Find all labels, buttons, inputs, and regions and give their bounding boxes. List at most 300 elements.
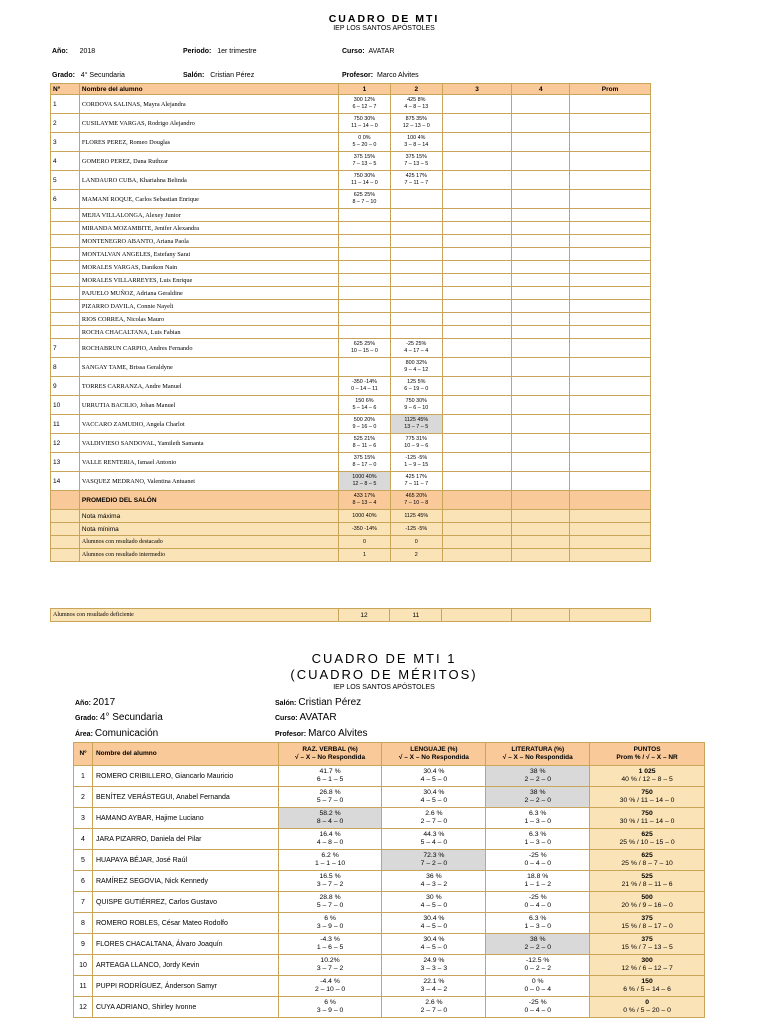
table-row bbox=[51, 133, 651, 152]
empty-cell bbox=[442, 287, 512, 300]
score-value: 625 25% bbox=[353, 192, 376, 198]
doc1-periodo: Periodo: 1er trimestre bbox=[183, 48, 257, 55]
score-cell bbox=[278, 787, 382, 808]
empty-cell bbox=[442, 248, 512, 261]
score-detail: 9 – 16 – 0 bbox=[352, 424, 377, 430]
score-value: 6.3 % bbox=[529, 830, 547, 838]
score-value: 72.3 % bbox=[423, 851, 445, 859]
student-name: MAMANI ROQUE, Carlos Sebastian Enrique bbox=[79, 190, 338, 209]
score-value: 38 % bbox=[530, 767, 546, 775]
table-row bbox=[74, 934, 705, 955]
score-cell bbox=[278, 892, 382, 913]
score-value: 10.2% bbox=[320, 956, 340, 964]
row-number: 2 bbox=[51, 114, 80, 133]
header-2: 2 bbox=[390, 84, 442, 95]
score-detail: 1 – 9 – 15 bbox=[404, 462, 429, 468]
empty-cell bbox=[442, 472, 512, 491]
empty-cell bbox=[570, 274, 651, 287]
score-value: 24.9 % bbox=[423, 956, 445, 964]
empty-cell bbox=[442, 396, 512, 415]
empty-cell bbox=[512, 377, 570, 396]
score-value: 425 17% bbox=[405, 474, 427, 480]
empty-cell bbox=[512, 190, 570, 209]
empty-cell bbox=[442, 209, 512, 222]
score-value: 625 bbox=[641, 830, 653, 838]
table-row bbox=[74, 787, 705, 808]
empty-cell bbox=[442, 434, 512, 453]
score-cell bbox=[339, 235, 391, 248]
intermedio-label: Alumnos con resultado intermedio bbox=[79, 549, 338, 562]
score-detail: 1 – 3 – 0 bbox=[524, 839, 551, 846]
empty-cell bbox=[512, 248, 570, 261]
row-number: 12 bbox=[51, 434, 80, 453]
empty-cell bbox=[570, 171, 651, 190]
score-value: 38 % bbox=[530, 935, 546, 943]
deficiente-label: Alumnos con resultado deficiente bbox=[51, 609, 339, 622]
score-detail: 2 – 2 – 0 bbox=[524, 776, 551, 783]
score-detail: 3 – 9 – 0 bbox=[316, 923, 344, 930]
header-1: 1 bbox=[339, 84, 391, 95]
score-cell bbox=[486, 850, 590, 871]
table-row bbox=[74, 892, 705, 913]
empty-cell bbox=[512, 95, 570, 114]
table-row bbox=[74, 955, 705, 976]
row-number: 5 bbox=[74, 850, 93, 871]
score-cell bbox=[486, 829, 590, 850]
score-value: 0 bbox=[645, 998, 649, 1006]
score-detail: 20 % / 9 – 16 – 0 bbox=[621, 902, 673, 909]
score-detail: 7 – 13 – 5 bbox=[352, 161, 377, 167]
row-number: 12 bbox=[74, 997, 93, 1018]
score-detail: 7 – 2 – 0 bbox=[420, 860, 448, 867]
score-value: 2.6 % bbox=[425, 809, 443, 817]
empty-cell bbox=[512, 396, 570, 415]
score-cell bbox=[278, 934, 382, 955]
score-value: 26.8 % bbox=[319, 788, 341, 796]
doc2-header-le: LENGUAJE (%) √ – X – No Respondida bbox=[382, 743, 486, 766]
score-cell bbox=[382, 766, 486, 787]
score-detail: 12 – 13 – 0 bbox=[402, 123, 430, 129]
row-number: 1 bbox=[74, 766, 93, 787]
score-cell bbox=[339, 415, 391, 434]
score-cell bbox=[486, 934, 590, 955]
student-name: HAMANO AYBAR, Hajime Luciano bbox=[92, 808, 278, 829]
score-detail: 4 – 5 – 0 bbox=[420, 944, 448, 951]
score-detail: 2 – 2 – 0 bbox=[524, 944, 551, 951]
empty-cell bbox=[442, 377, 512, 396]
score-value: 6.3 % bbox=[529, 809, 547, 817]
table-row bbox=[51, 300, 651, 313]
empty-cell bbox=[570, 415, 651, 434]
points-cell bbox=[590, 976, 705, 997]
score-detail: 4 – 5 – 0 bbox=[420, 902, 448, 909]
score-cell bbox=[382, 871, 486, 892]
points-cell bbox=[590, 787, 705, 808]
score-value: 750 bbox=[641, 809, 653, 817]
score-value: 750 30% bbox=[353, 173, 376, 179]
score-value: 0 0% bbox=[358, 135, 371, 141]
row-number: 10 bbox=[74, 955, 93, 976]
score-value: 375 15% bbox=[405, 154, 427, 160]
score-cell bbox=[390, 339, 442, 358]
table-row bbox=[51, 222, 651, 235]
student-name: CORDOVA SALINAS, Mayra Alejandra bbox=[79, 95, 338, 114]
empty-cell bbox=[442, 326, 512, 339]
score-detail: 7 – 11 – 7 bbox=[404, 180, 429, 186]
empty-cell bbox=[570, 358, 651, 377]
score-detail: 2 – 7 – 0 bbox=[420, 1007, 448, 1014]
score-detail: 8 – 11 – 6 bbox=[352, 443, 377, 449]
score-detail: 4 – 3 – 2 bbox=[420, 881, 448, 888]
score-cell bbox=[382, 913, 486, 934]
nota-max-row bbox=[51, 510, 651, 523]
row-number: 4 bbox=[51, 152, 80, 171]
score-value: 750 30% bbox=[353, 116, 376, 122]
score-detail: 7 – 13 – 5 bbox=[404, 161, 429, 167]
empty-cell bbox=[570, 287, 651, 300]
empty-cell bbox=[512, 313, 570, 326]
score-value: 6.3 % bbox=[529, 914, 547, 922]
score-detail: 3 – 4 – 2 bbox=[420, 986, 448, 993]
score-value: 375 bbox=[641, 935, 653, 943]
row-number: 10 bbox=[51, 396, 80, 415]
points-cell bbox=[590, 850, 705, 871]
score-value: 30.4 % bbox=[423, 914, 445, 922]
student-name: SANGAY TAME, Brissa Geraldyne bbox=[79, 358, 338, 377]
empty-cell bbox=[442, 261, 512, 274]
score-cell bbox=[339, 377, 391, 396]
score-detail: 5 – 7 – 0 bbox=[316, 902, 344, 909]
score-cell bbox=[486, 871, 590, 892]
row-number bbox=[51, 300, 80, 313]
student-name: FLORES PEREZ, Romeo Douglas bbox=[79, 133, 338, 152]
empty-cell bbox=[512, 235, 570, 248]
score-value: 525 bbox=[641, 872, 653, 880]
empty-cell bbox=[570, 222, 651, 235]
doc2-area: Área: Comunicación bbox=[75, 728, 159, 739]
student-name: BENÍTEZ VERÁSTEGUI, Anabel Fernanda bbox=[92, 787, 278, 808]
empty-cell bbox=[512, 171, 570, 190]
score-cell bbox=[382, 997, 486, 1018]
score-value: 30 % bbox=[426, 893, 442, 901]
score-cell bbox=[486, 892, 590, 913]
score-detail: 15 % / 8 – 17 – 0 bbox=[621, 923, 673, 930]
empty-cell bbox=[570, 133, 651, 152]
doc1-title: CUADRO DE MTI bbox=[328, 13, 440, 25]
empty-cell bbox=[512, 152, 570, 171]
score-cell bbox=[390, 300, 442, 313]
row-number bbox=[51, 209, 80, 222]
score-value: 100 4% bbox=[407, 135, 426, 141]
score-cell bbox=[278, 808, 382, 829]
score-detail: 30 % / 11 – 14 – 0 bbox=[619, 797, 675, 804]
student-name: QUISPE GUTIÉRREZ, Carlos Gustavo bbox=[92, 892, 278, 913]
empty-cell bbox=[442, 133, 512, 152]
score-cell bbox=[339, 133, 391, 152]
doc2-salon: Salón: Cristian Pérez bbox=[275, 697, 362, 708]
empty-cell bbox=[570, 453, 651, 472]
doc2-school: IEP LOS SANTOS APÓSTOLES bbox=[333, 684, 435, 691]
empty-cell bbox=[512, 222, 570, 235]
score-value: 500 20% bbox=[353, 417, 376, 423]
empty-cell bbox=[512, 300, 570, 313]
row-number: 9 bbox=[74, 934, 93, 955]
score-value: 6.2 % bbox=[321, 851, 339, 859]
score-detail: 30 % / 11 – 14 – 0 bbox=[619, 818, 675, 825]
student-name: VALDIVIESO SANDOVAL, Yamileth Samanta bbox=[79, 434, 338, 453]
score-detail: 9 – 6 – 10 bbox=[404, 405, 429, 411]
row-number: 6 bbox=[74, 871, 93, 892]
doc1-curso: Curso: AVATAR bbox=[342, 48, 395, 55]
empty-cell bbox=[512, 434, 570, 453]
score-cell bbox=[486, 787, 590, 808]
score-detail: 5 – 4 – 0 bbox=[420, 839, 448, 846]
table-row bbox=[51, 339, 651, 358]
row-number: 1 bbox=[51, 95, 80, 114]
score-cell bbox=[339, 190, 391, 209]
score-value: -4.3 % bbox=[320, 935, 340, 943]
points-cell bbox=[590, 934, 705, 955]
score-cell bbox=[278, 913, 382, 934]
score-cell bbox=[390, 95, 442, 114]
student-name: HUAPAYA BÉJAR, José Raúl bbox=[92, 850, 278, 871]
score-value: 375 15% bbox=[353, 154, 376, 160]
empty-cell bbox=[570, 261, 651, 274]
score-detail: 1 – 1 – 2 bbox=[524, 881, 551, 888]
student-name: ROMERO ROBLES, César Mateo Rodolfo bbox=[92, 913, 278, 934]
deficiente-c2: 11 bbox=[390, 609, 442, 622]
score-detail: 40 % / 12 – 8 – 5 bbox=[621, 776, 673, 783]
score-cell bbox=[278, 997, 382, 1018]
row-number bbox=[51, 326, 80, 339]
score-cell bbox=[339, 396, 391, 415]
student-name: LANDAURO CUBA, Khariahna Belinda bbox=[79, 171, 338, 190]
student-name: VALLE RENTERIA, Ismael Antonio bbox=[79, 453, 338, 472]
empty-cell bbox=[570, 396, 651, 415]
score-cell bbox=[390, 222, 442, 235]
score-value: 6 % bbox=[324, 998, 336, 1006]
score-value: 1125 45% bbox=[404, 417, 429, 423]
score-cell bbox=[382, 850, 486, 871]
row-number: 14 bbox=[51, 472, 80, 491]
empty-cell bbox=[442, 171, 512, 190]
points-cell bbox=[590, 997, 705, 1018]
score-value: 38 % bbox=[530, 788, 546, 796]
row-number: 2 bbox=[74, 787, 93, 808]
score-value: 30.4 % bbox=[423, 935, 445, 943]
destacado-c1: 0 bbox=[339, 536, 391, 549]
score-value: 433 17% bbox=[353, 493, 376, 499]
empty-cell bbox=[570, 95, 651, 114]
doc1-deficiente-table bbox=[50, 608, 651, 622]
header-3: 3 bbox=[442, 84, 512, 95]
doc2-header-row bbox=[74, 743, 705, 766]
score-cell bbox=[390, 274, 442, 287]
score-cell bbox=[390, 491, 442, 510]
score-cell bbox=[339, 300, 391, 313]
score-value: -125 -5% bbox=[405, 455, 428, 461]
points-cell bbox=[590, 808, 705, 829]
row-number bbox=[51, 261, 80, 274]
table-row bbox=[51, 152, 651, 171]
student-name: RAMÍREZ SEGOVIA, Nick Kennedy bbox=[92, 871, 278, 892]
student-name: ROCHABRUN CARPIO, Andres Fernando bbox=[79, 339, 338, 358]
student-name: CUSILAYME VARGAS, Rodrigo Alejandro bbox=[79, 114, 338, 133]
student-name: PAJUELO MUÑOZ, Adriana Geraldine bbox=[79, 287, 338, 300]
empty-cell bbox=[512, 114, 570, 133]
score-detail: 1 – 1 – 10 bbox=[314, 860, 346, 867]
score-value: -25 % bbox=[528, 893, 547, 901]
empty-cell bbox=[512, 261, 570, 274]
score-value: 875 35% bbox=[405, 116, 427, 122]
score-value: 150 6% bbox=[355, 398, 374, 404]
score-detail: 5 – 14 – 6 bbox=[352, 405, 377, 411]
table-row bbox=[51, 326, 651, 339]
empty-cell bbox=[442, 453, 512, 472]
score-cell bbox=[390, 453, 442, 472]
score-cell bbox=[278, 955, 382, 976]
row-number bbox=[51, 235, 80, 248]
deficiente-row bbox=[51, 609, 651, 622]
score-value: 300 12% bbox=[353, 97, 376, 103]
row-number: 6 bbox=[51, 190, 80, 209]
score-value: 28.8 % bbox=[319, 893, 341, 901]
score-cell bbox=[382, 955, 486, 976]
empty-cell bbox=[570, 209, 651, 222]
score-detail: 11 – 14 – 0 bbox=[351, 123, 378, 129]
empty-cell bbox=[442, 190, 512, 209]
empty-cell bbox=[512, 274, 570, 287]
score-detail: 2 – 10 – 0 bbox=[314, 986, 346, 993]
points-cell bbox=[590, 955, 705, 976]
score-detail: 8 – 17 – 0 bbox=[352, 462, 377, 468]
row-number bbox=[51, 287, 80, 300]
empty-cell bbox=[442, 222, 512, 235]
doc2-header-num: Nº bbox=[74, 743, 93, 766]
score-cell bbox=[390, 133, 442, 152]
empty-cell bbox=[442, 358, 512, 377]
empty-cell bbox=[512, 472, 570, 491]
score-value: -25 25% bbox=[406, 341, 427, 347]
score-detail: 1 – 3 – 0 bbox=[524, 923, 551, 930]
score-value: 525 21% bbox=[353, 436, 376, 442]
score-value: 44.3 % bbox=[423, 830, 445, 838]
row-number: 4 bbox=[74, 829, 93, 850]
row-number: 8 bbox=[74, 913, 93, 934]
table-row bbox=[51, 313, 651, 326]
score-detail: 7 – 11 – 7 bbox=[404, 481, 429, 487]
nota-min-label: Nota mínima bbox=[79, 523, 338, 536]
score-detail: 8 – 13 – 4 bbox=[352, 500, 377, 506]
row-number: 11 bbox=[74, 976, 93, 997]
score-cell bbox=[390, 171, 442, 190]
score-cell bbox=[390, 434, 442, 453]
table-row bbox=[51, 358, 651, 377]
score-cell bbox=[339, 434, 391, 453]
nota-min-c1: -350 -14% bbox=[339, 523, 391, 536]
score-value: 30.4 % bbox=[423, 788, 445, 796]
score-cell bbox=[390, 377, 442, 396]
student-name: TORRES CARRANZA, Andre Manuel bbox=[79, 377, 338, 396]
empty-cell bbox=[512, 287, 570, 300]
doc2-header-name: Nombre del alumno bbox=[92, 743, 278, 766]
student-name: JARA PIZARRO, Daniela del Pilar bbox=[92, 829, 278, 850]
row-number: 3 bbox=[51, 133, 80, 152]
table-row bbox=[51, 274, 651, 287]
score-value: 800 32% bbox=[405, 360, 427, 366]
score-detail: 0 – 4 – 0 bbox=[524, 902, 551, 909]
score-value: 16.4 % bbox=[319, 830, 341, 838]
header-4: 4 bbox=[512, 84, 570, 95]
score-detail: 3 – 7 – 2 bbox=[316, 965, 344, 972]
table-row bbox=[74, 850, 705, 871]
score-cell bbox=[339, 326, 391, 339]
header-prom: Prom bbox=[570, 84, 651, 95]
score-detail: 4 – 5 – 0 bbox=[420, 797, 448, 804]
empty-cell bbox=[512, 209, 570, 222]
doc2-header-pt: PUNTOS Prom % / √ – X – NR bbox=[590, 743, 705, 766]
score-cell bbox=[278, 829, 382, 850]
student-name: PIZARRO DAVILA, Connie Nayeli bbox=[79, 300, 338, 313]
score-cell bbox=[486, 955, 590, 976]
empty-cell bbox=[442, 415, 512, 434]
score-value: 125 5% bbox=[407, 379, 426, 385]
score-cell bbox=[390, 326, 442, 339]
score-cell bbox=[339, 95, 391, 114]
doc2-curso: Curso: AVATAR bbox=[275, 712, 337, 723]
score-detail: 6 – 19 – 0 bbox=[404, 386, 429, 392]
score-detail: 4 – 5 – 0 bbox=[420, 923, 448, 930]
student-name: MIRANDA MOZAMBITE, Jenifer Alexandra bbox=[79, 222, 338, 235]
score-detail: 10 – 9 – 6 bbox=[404, 443, 429, 449]
score-cell bbox=[382, 976, 486, 997]
score-value: 750 bbox=[641, 788, 653, 796]
score-detail: 0 – 4 – 0 bbox=[524, 860, 551, 867]
points-cell bbox=[590, 892, 705, 913]
table-row bbox=[51, 261, 651, 274]
table-row bbox=[74, 976, 705, 997]
score-value: 1000 40% bbox=[352, 474, 377, 480]
empty-cell bbox=[512, 133, 570, 152]
score-cell bbox=[278, 871, 382, 892]
table-row bbox=[51, 396, 651, 415]
empty-cell bbox=[442, 235, 512, 248]
score-cell bbox=[278, 766, 382, 787]
row-number: 3 bbox=[74, 808, 93, 829]
score-cell bbox=[390, 152, 442, 171]
score-value: 22.1 % bbox=[423, 977, 445, 985]
student-name: MEJIA VILLALONGA, Alexey Junior bbox=[79, 209, 338, 222]
score-value: 18.8 % bbox=[527, 872, 549, 880]
score-detail: 5 – 7 – 0 bbox=[316, 797, 344, 804]
table-row bbox=[51, 377, 651, 396]
empty-cell bbox=[570, 472, 651, 491]
score-cell bbox=[339, 114, 391, 133]
doc2-grado: Grado: 4° Secundaria bbox=[75, 712, 163, 723]
score-value: 6 % bbox=[324, 914, 336, 922]
empty-cell bbox=[570, 248, 651, 261]
score-cell bbox=[339, 339, 391, 358]
score-value: 375 bbox=[641, 914, 653, 922]
score-cell bbox=[486, 997, 590, 1018]
score-cell bbox=[390, 209, 442, 222]
score-detail: 8 – 4 – 0 bbox=[316, 818, 344, 825]
score-cell bbox=[390, 248, 442, 261]
intermedio-row bbox=[51, 549, 651, 562]
doc1-salon: Salón: Cristian Pérez bbox=[183, 72, 255, 79]
score-cell bbox=[278, 976, 382, 997]
empty-cell bbox=[442, 339, 512, 358]
